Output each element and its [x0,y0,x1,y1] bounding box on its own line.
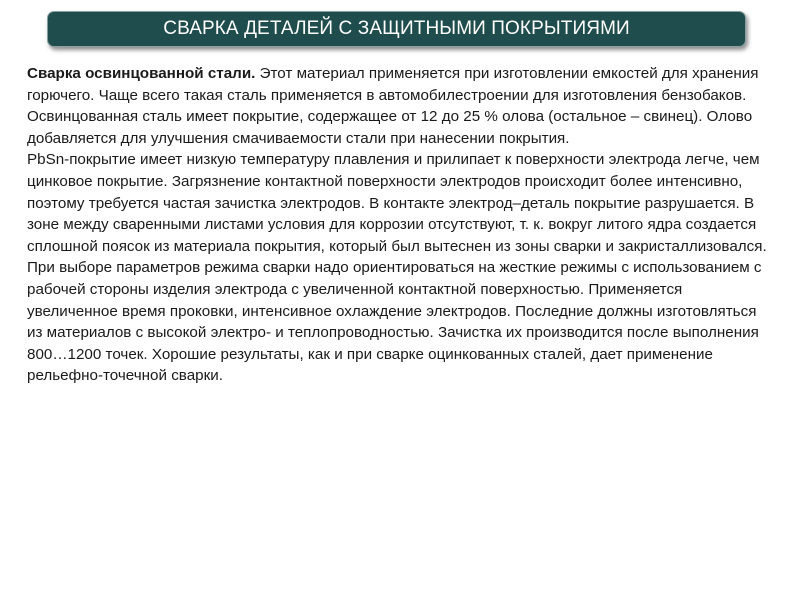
paragraph-text: Этот материал применяется при изготовлении емкостей для хранения горючего. Чаще всего такая сталь применяется в автомобилестроении для изготовления бензобаков. Освинцованная сталь имеет покрытие, содержащее от 12 до 25 % олова (остальное – свинец). Олово добавляется для улучшения смачиваемости стали при нанесении покрытия. [27,65,759,147]
slide-body [27,63,773,387]
paragraph-lead-heading: Сварка освинцованной стали. [27,65,256,82]
paragraph-lead-steel [27,63,773,149]
slide-title-bar [47,11,746,47]
paragraph-pbsn-coating: PbSn-покрытие имеет низкую температуру плавления и прилипает к поверхности электрода легче, чем цинковое покрытие. Загрязнение контактной поверхности электродов происходит более интенсивно, поэтому требуется частая зачистка электродов. В контакте электрод–деталь покрытие разрушается. В зоне между сваренными листами условия для коррозии отсутствуют, т. к. вокруг литого ядра создается сплошной поясок из материала покрытия, который был вытеснен из зоны сварки и закристаллизовался. [27,151,767,255]
paragraph-welding-parameters: При выборе параметров режима сварки надо ориентироваться на жесткие режимы с использованием с рабочей стороны изделия электрода с увеличенной контактной поверхностью. Применяется увеличенное время проковки, интенсивное охлаждение электродов. Последние должны изготовляться из материалов с высокой электро- и теплопроводностью. Зачистка их производится после выполнения 800…1200 точек. Хорошие результаты, как и при сварке оцинкованных сталей, дает применение рельефно-точечной сварки. [27,259,762,385]
slide-title: СВАРКА ДЕТАЛЕЙ С ЗАЩИТНЫМИ ПОКРЫТИЯМИ [163,18,630,39]
